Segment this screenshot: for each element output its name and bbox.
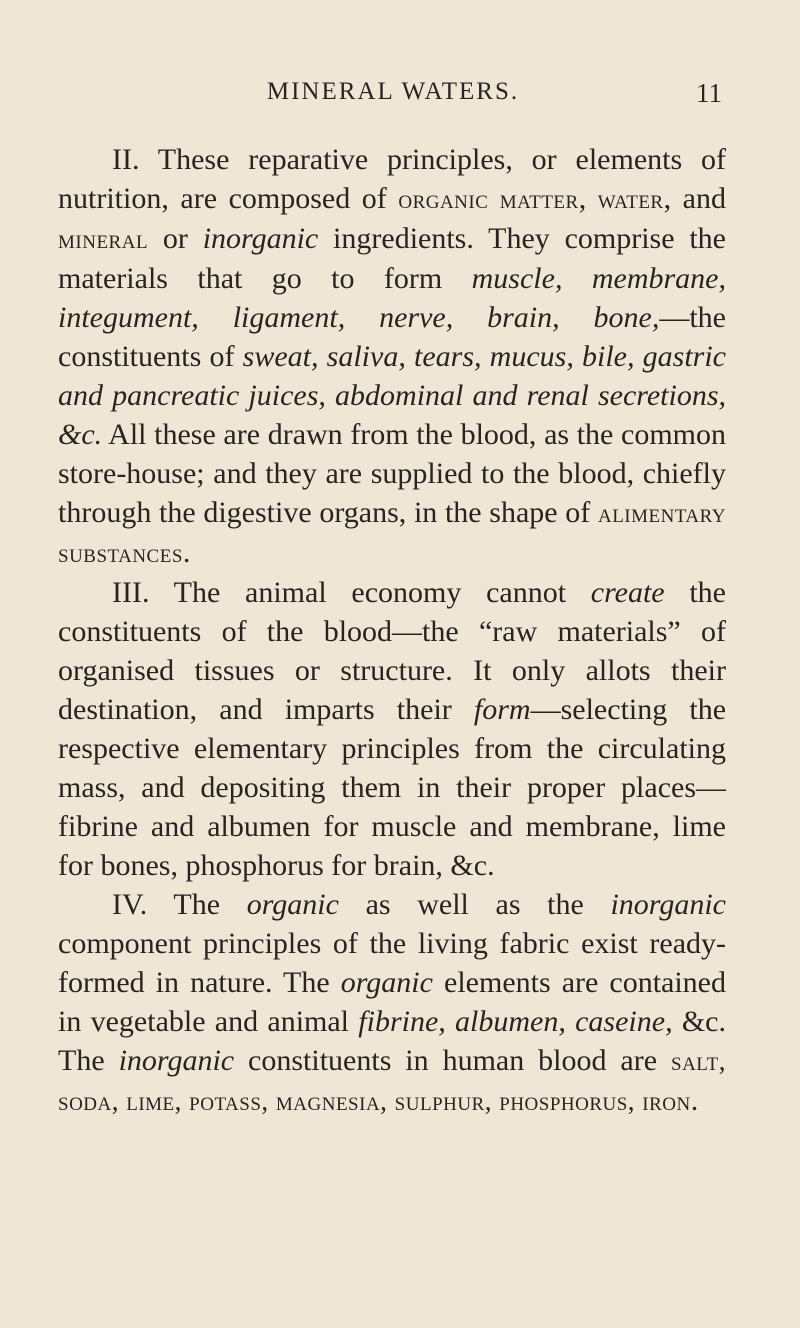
text-run: All these are drawn from the blood, as the common store-house; and they are supplied to the blood, chiefly through the digestive organs, in the shape of: [58, 418, 726, 529]
italic-term: muscle, membrane, integument, ligament, nerve, brain, bone,: [58, 262, 726, 334]
paragraph-number: III.: [112, 576, 150, 609]
text-run: constituents in human blood are: [234, 1044, 671, 1077]
running-head: MINERAL WATERS.: [266, 78, 520, 105]
italic-term: form: [473, 693, 531, 726]
small-caps-term: salt, soda, lime, potass, magnesia, sulphur, phosphorus, iron: [58, 1046, 727, 1116]
text-run: as well as the: [338, 888, 611, 921]
text-run: —the constituents of: [58, 301, 726, 373]
italic-term: inorganic: [610, 888, 726, 921]
text-run: or: [148, 222, 203, 255]
text-run: .: [690, 1084, 699, 1117]
text-run: .: [182, 536, 191, 569]
text-run: component principles of the living fabric exist ready-formed in nature. The: [58, 927, 726, 999]
text-run: The: [147, 888, 247, 921]
paragraph-ii: [58, 140, 726, 573]
small-caps-term: water: [597, 184, 664, 214]
text-run: , and: [663, 182, 726, 215]
small-caps-term: alimentary substances: [58, 498, 726, 568]
text-run: the constituents of the blood—the “raw materials” of organised tissues or structure. It only allots their destination, and imparts their: [58, 576, 726, 726]
paragraph-number: IV.: [112, 888, 148, 921]
text-run: The animal economy cannot: [149, 576, 591, 609]
italic-term: organic: [340, 966, 433, 999]
text-run: &c. The: [58, 1005, 726, 1077]
italic-term: fibrine, albumen, caseine,: [358, 1005, 673, 1038]
italic-term: create: [590, 576, 665, 609]
paragraph-iv: [58, 885, 726, 1121]
page-number: 11: [696, 78, 722, 108]
italic-term: sweat, saliva, tears, mucus, bile, gastric and pancreatic juices, abdominal and renal secretions, &c.: [58, 340, 726, 451]
page-header: [64, 78, 722, 118]
small-caps-term: organic matter: [398, 184, 579, 214]
italic-term: inorganic: [202, 222, 319, 255]
small-caps-term: mineral: [58, 224, 149, 254]
body-text: [58, 140, 726, 1121]
text-run: —selecting the respective elementary principles from the circulating mass, and depositing them in their proper places—fibrine and albumen for muscle and membrane, lime for bones, phosphorus for brain, &c.: [58, 693, 727, 882]
text-run: elements are contained in vegetable and animal: [58, 966, 726, 1038]
text-run: ,: [578, 182, 598, 215]
paragraph-number: II.: [112, 143, 140, 176]
text-run: ingredients. They comprise the materials that go to form: [58, 222, 726, 295]
italic-term: organic: [246, 888, 339, 921]
text-run: These reparative principles, or elements of nutrition, are composed of: [58, 143, 726, 215]
italic-term: inorganic: [118, 1044, 235, 1077]
paragraph-iii: [58, 573, 726, 885]
